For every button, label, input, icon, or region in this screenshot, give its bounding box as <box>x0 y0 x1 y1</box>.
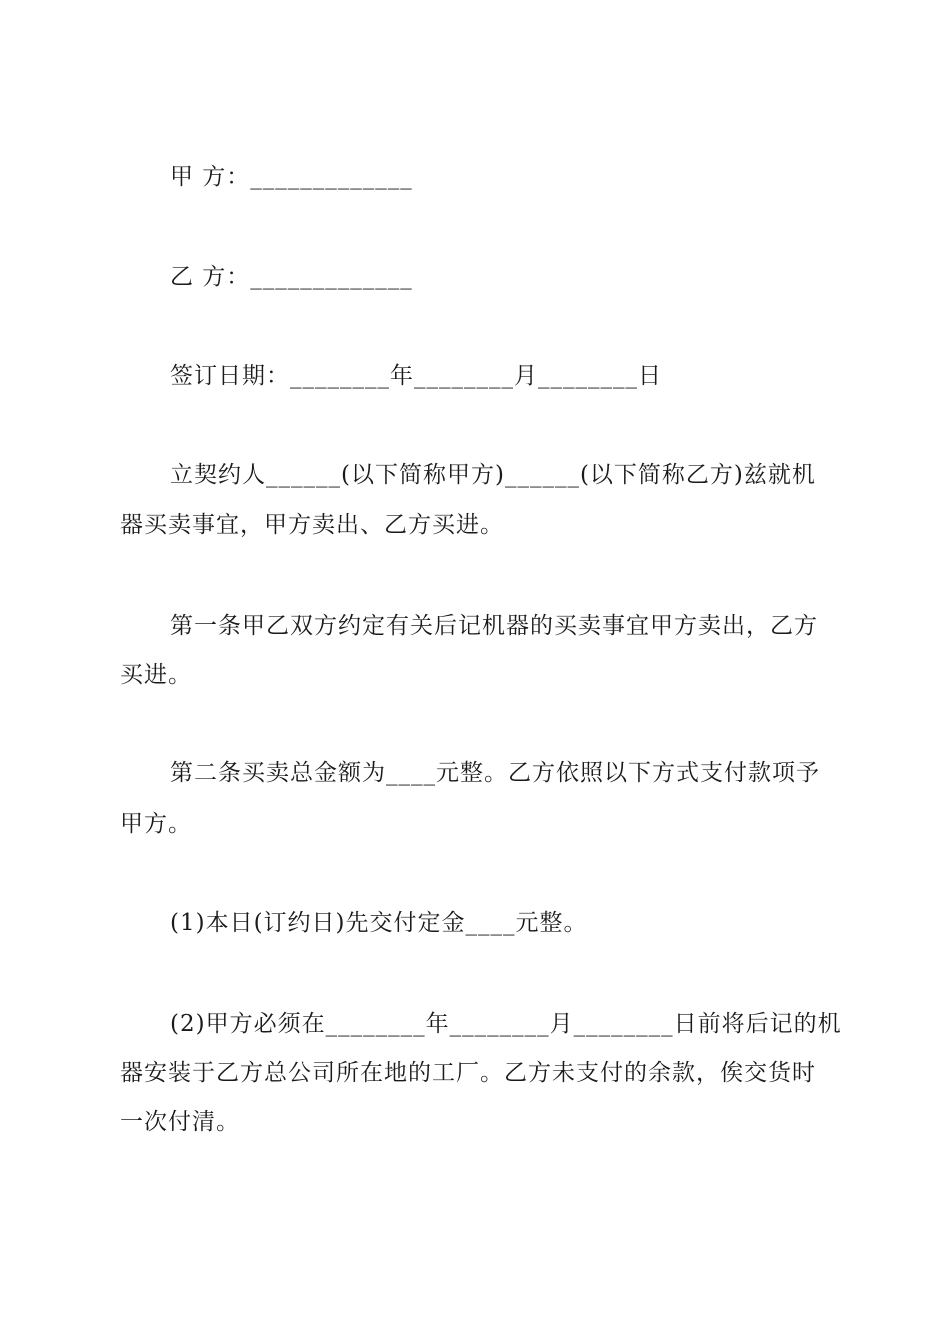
article1-line-2: 买进。 <box>120 662 192 688</box>
item1-line: (1)本日(订约日)先交付定金____元整。 <box>170 910 588 936</box>
article2-line-2: 甲方。 <box>120 811 192 837</box>
article1-line-1: 第一条甲乙双方约定有关后记机器的买卖事宜甲方卖出，乙方 <box>170 613 818 639</box>
intro-line-1: 立契约人______(以下简称甲方)______(以下简称乙方)兹就机 <box>170 462 816 488</box>
sign-date-line: 签订日期：________年________月________日 <box>170 363 662 389</box>
item2-line-1: (2)甲方必须在________年________月________日前将后记的机 <box>170 1011 842 1037</box>
party-a-line: 甲 方：_____________ <box>170 164 413 190</box>
article2-line-1: 第二条买卖总金额为____元整。乙方依照以下方式支付款项予 <box>170 760 820 786</box>
item2-line-3: 一次付清。 <box>120 1109 240 1135</box>
intro-line-2: 器买卖事宜，甲方卖出、乙方买进。 <box>120 512 504 538</box>
party-b-line: 乙 方：_____________ <box>170 264 413 290</box>
item2-line-2: 器安装于乙方总公司所在地的工厂。乙方未支付的余款，俟交货时 <box>120 1060 816 1086</box>
